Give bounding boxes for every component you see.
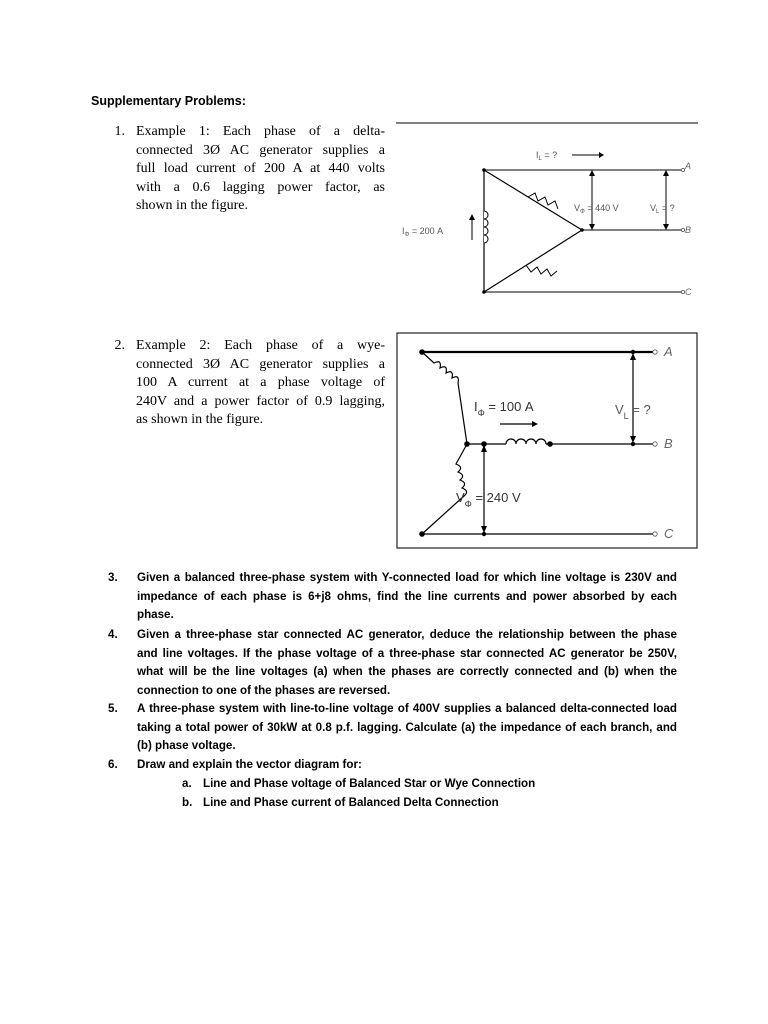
problem-6-sub-a-letter: a. [182,777,192,790]
phase-current-label: $I_\Phi = 200$ A [402,226,444,238]
problem-3-line: phase. [137,608,174,622]
problem-5-line: taking a total power of 30kW at 0.8 p.f. lagging. Calculate (a) the impedance of each branch, and [137,720,677,734]
terminal-a-label: A [664,344,673,359]
node-b-right [547,441,553,447]
problem-4-line: Given a three-phase star connected AC generator, deduce the relationship between the phase [137,628,677,641]
problem-3-line: impedance of each phase is 6+j8 ohms, find the line currents and power absorbed by each [137,589,677,603]
problem-4-line: and line voltages. If the phase voltage of a three-phase star connected AC generator be 250V, [137,646,677,660]
node-c [419,531,425,537]
example-2-line: Example 2: Each phase of a wye- [136,338,385,353]
page-heading: Supplementary Problems: [91,94,246,108]
phase-voltage-label: $V_\Phi = 440$ V [574,203,619,215]
phase-current-label: $I_\Phi = 100$ A [474,399,534,418]
delta-coil-left [484,211,488,243]
example-1-text [136,123,385,216]
terminal-c-label: C [685,287,692,297]
delta-generator-figure [396,118,700,304]
terminal-c-label: C [664,526,674,541]
line-voltage-arrowhead-top [663,170,669,176]
neutral-node [464,441,470,447]
example-1-number: 1. [114,124,125,139]
phase-current-arrowhead [469,214,475,220]
problem-6-sub-a-text: Line and Phase voltage of Balanced Star or Wye Connection [203,777,536,790]
phase-voltage-arrowhead-top [589,170,595,176]
problem-4-line: connection to one of the phases are reversed. [137,683,391,697]
problem-6-number: 6. [108,758,118,771]
terminal-c [653,532,657,536]
phase-voltage-arrowhead-bottom [589,224,595,230]
node-a [419,349,425,355]
problem-5-number: 5. [108,702,118,715]
problem-5-line: (b) phase voltage. [137,739,236,753]
problem-5-text [137,700,677,756]
example-1-line: full load current of 200 A at 440 volts [136,161,385,176]
problem-6-sub-b-letter: b. [182,796,193,809]
problem-3-text [137,569,677,625]
problem-6-line: Draw and explain the vector diagram for: [137,758,362,771]
problem-6-sub-b-text: Line and Phase current of Balanced Delta Connection [203,796,499,809]
problem-4-text [137,626,677,700]
example-2-number: 2. [114,338,125,353]
example-2-line: 240V and a power factor of 0.9 lagging, [136,393,385,409]
example-2-text [136,337,385,430]
problem-6-text [137,756,677,775]
example-1-line: shown in the figure. [136,198,248,213]
terminal-b-label: B [664,436,673,451]
line-voltage-arrowhead-bottom [663,224,669,230]
terminal-a-label: A [685,161,692,171]
terminal-b [653,442,657,446]
example-2-line: connected 3Ø AC generator supplies a [136,356,385,372]
delta-lower-side [484,230,582,292]
line-voltage-label: $V_L$ = ? [650,203,675,215]
delta-upper-side [484,170,582,230]
problem-3-line: Given a balanced three-phase system with Y-connected load for which line voltage is 230V and [137,571,677,584]
example-1-line: Example 1: Each phase of a delta- [136,124,385,139]
example-1-line: connected 3Ø AC generator supplies a [136,142,385,158]
terminal-a [653,350,657,354]
delta-coil-lower [526,265,557,276]
problem-4-number: 4. [108,628,118,641]
line-voltage-label: $V_L$ = ? [615,402,651,421]
terminal-b-label: B [685,225,692,235]
phase-voltage-label: $V_\Phi = 240$ V [456,490,521,509]
problem-4-line: what will be the line voltages (a) when the phases are correctly connected and (b) when the [137,665,677,679]
wye-generator-figure [396,332,699,550]
example-1-line: with a 0.6 lagging power factor, as [136,179,385,195]
problem-5-line: A three-phase system with line-to-line voltage of 400V supplies a balanced delta-connected load [137,702,677,715]
problem-3-number: 3. [108,571,118,584]
example-2-line: as shown in the figure. [136,412,264,427]
example-2-line: 100 A current at a phase voltage of [136,375,385,390]
line-current-label: $I_L$ = ? [536,150,558,162]
line-current-arrowhead [599,152,604,158]
